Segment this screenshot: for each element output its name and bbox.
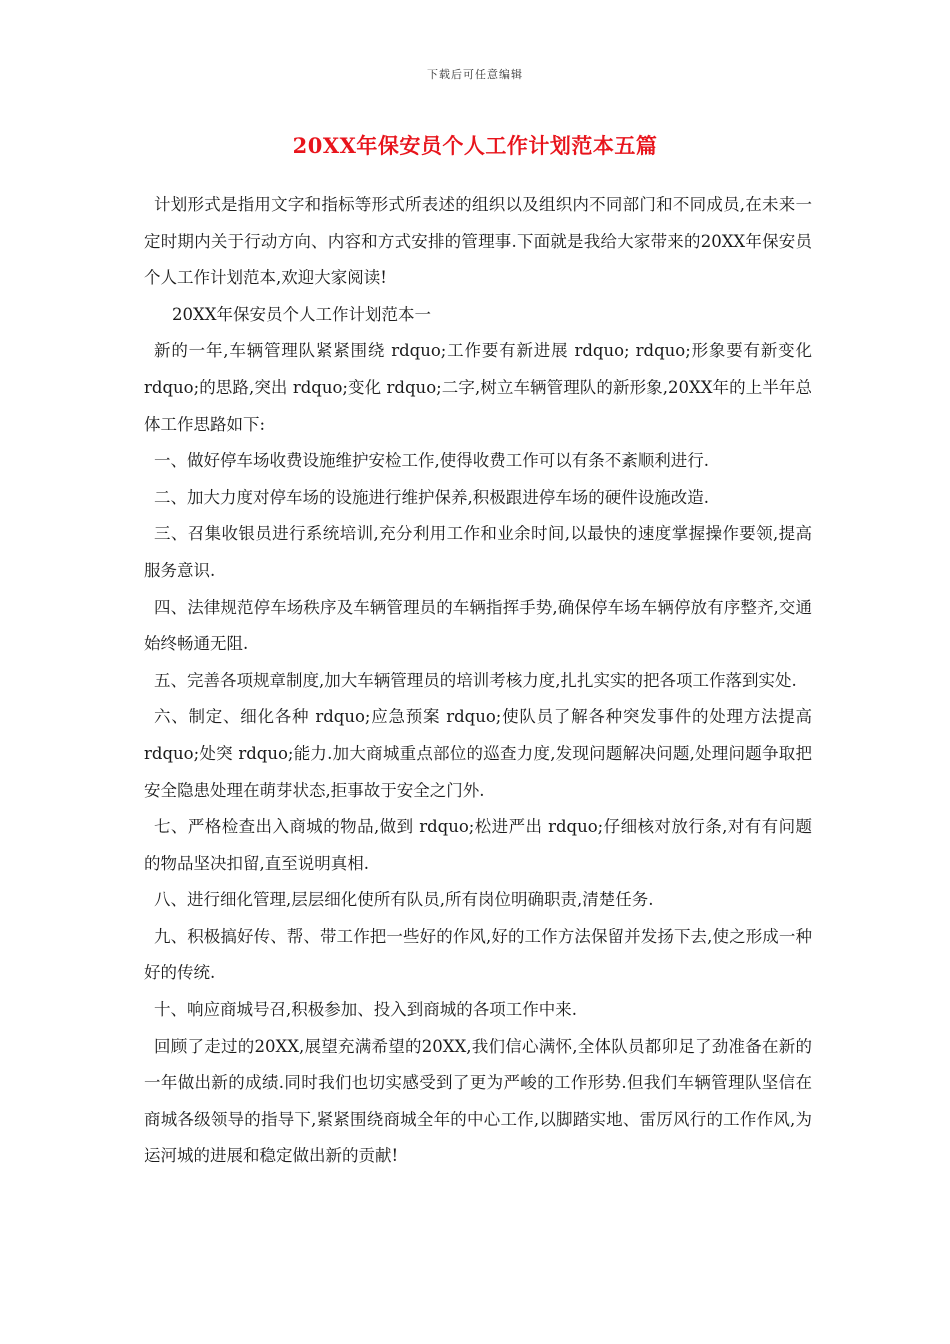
document-body (144, 187, 812, 1175)
list-item: 九、积极搞好传、帮、带工作把一些好的作风,好的工作方法保留并发扬下去,使之形成一种好的传统. (144, 926, 812, 983)
list-item: 六、制定、细化各种 rdquo;应急预案 rdquo;使队员了解各种突发事件的处理方法提高 rdquo;处突 rdquo;能力.加大商城重点部位的巡查力度,发现问题解决问题,处理问题争取把安全隐患处理在萌芽状态,拒事故于安全之门外. (144, 707, 812, 800)
list-item: 四、法律规范停车场秩序及车辆管理员的车辆指挥手势,确保停车场车辆停放有序整齐,交通始终畅通无阻. (144, 597, 812, 654)
list-item: 二、加大力度对停车场的设施进行维护保养,积极跟进停车场的硬件设施改造. (154, 487, 709, 507)
section-heading: 20XX年保安员个人工作计划范本一 (172, 304, 431, 324)
list-item: 三、召集收银员进行系统培训,充分利用工作和业余时间,以最快的速度掌握操作要领,提高服务意识. (144, 524, 812, 580)
body-paragraph: 新的一年,车辆管理队紧紧围绕 rdquo;工作要有新进展 rdquo; rdquo;形象要有新变化 rdquo;的思路,突出 rdquo;变化 rdquo;二字,树立车辆管理队的新形象,20XX年的上半年总体工作思路如下: (144, 341, 812, 434)
list-item: 七、严格检查出入商城的物品,做到 rdquo;松进严出 rdquo;仔细核对放行条,对有有问题的物品坚决扣留,直至说明真相. (144, 817, 812, 873)
list-item: 一、做好停车场收费设施维护安检工作,使得收费工作可以有条不紊顺利进行. (154, 451, 709, 471)
list-item: 十、响应商城号召,积极参加、投入到商城的各项工作中来. (154, 1000, 577, 1020)
document-title: 20XX年保安员个人工作计划范本五篇 (292, 133, 658, 158)
closing-paragraph: 回顾了走过的20XX,展望充满希望的20XX,我们信心满怀,全体队员都卯足了劲准备在新的一年做出新的成绩.同时我们也切实感受到了更为严峻的工作形势.但我们车辆管理队坚信在商城各级领导的指导下,紧紧围绕商城全年的中心工作,以脚踏实地、雷厉风行的工作作风,为运河城的进展和稳定做出新的贡献! (144, 1036, 812, 1166)
list-item: 五、完善各项规章制度,加大车辆管理员的培训考核力度,扎扎实实的把各项工作落到实处. (154, 670, 797, 690)
intro-paragraph: 计划形式是指用文字和指标等形式所表述的组织以及组织内不同部门和不同成员,在未来一定时期内关于行动方向、内容和方式安排的管理事.下面就是我给大家带来的20XX年保安员个人工作计划范本,欢迎大家阅读! (144, 195, 812, 288)
header-note: 下载后可任意编辑 (427, 68, 523, 81)
list-item: 八、进行细化管理,层层细化使所有队员,所有岗位明确职责,清楚任务. (154, 890, 654, 910)
